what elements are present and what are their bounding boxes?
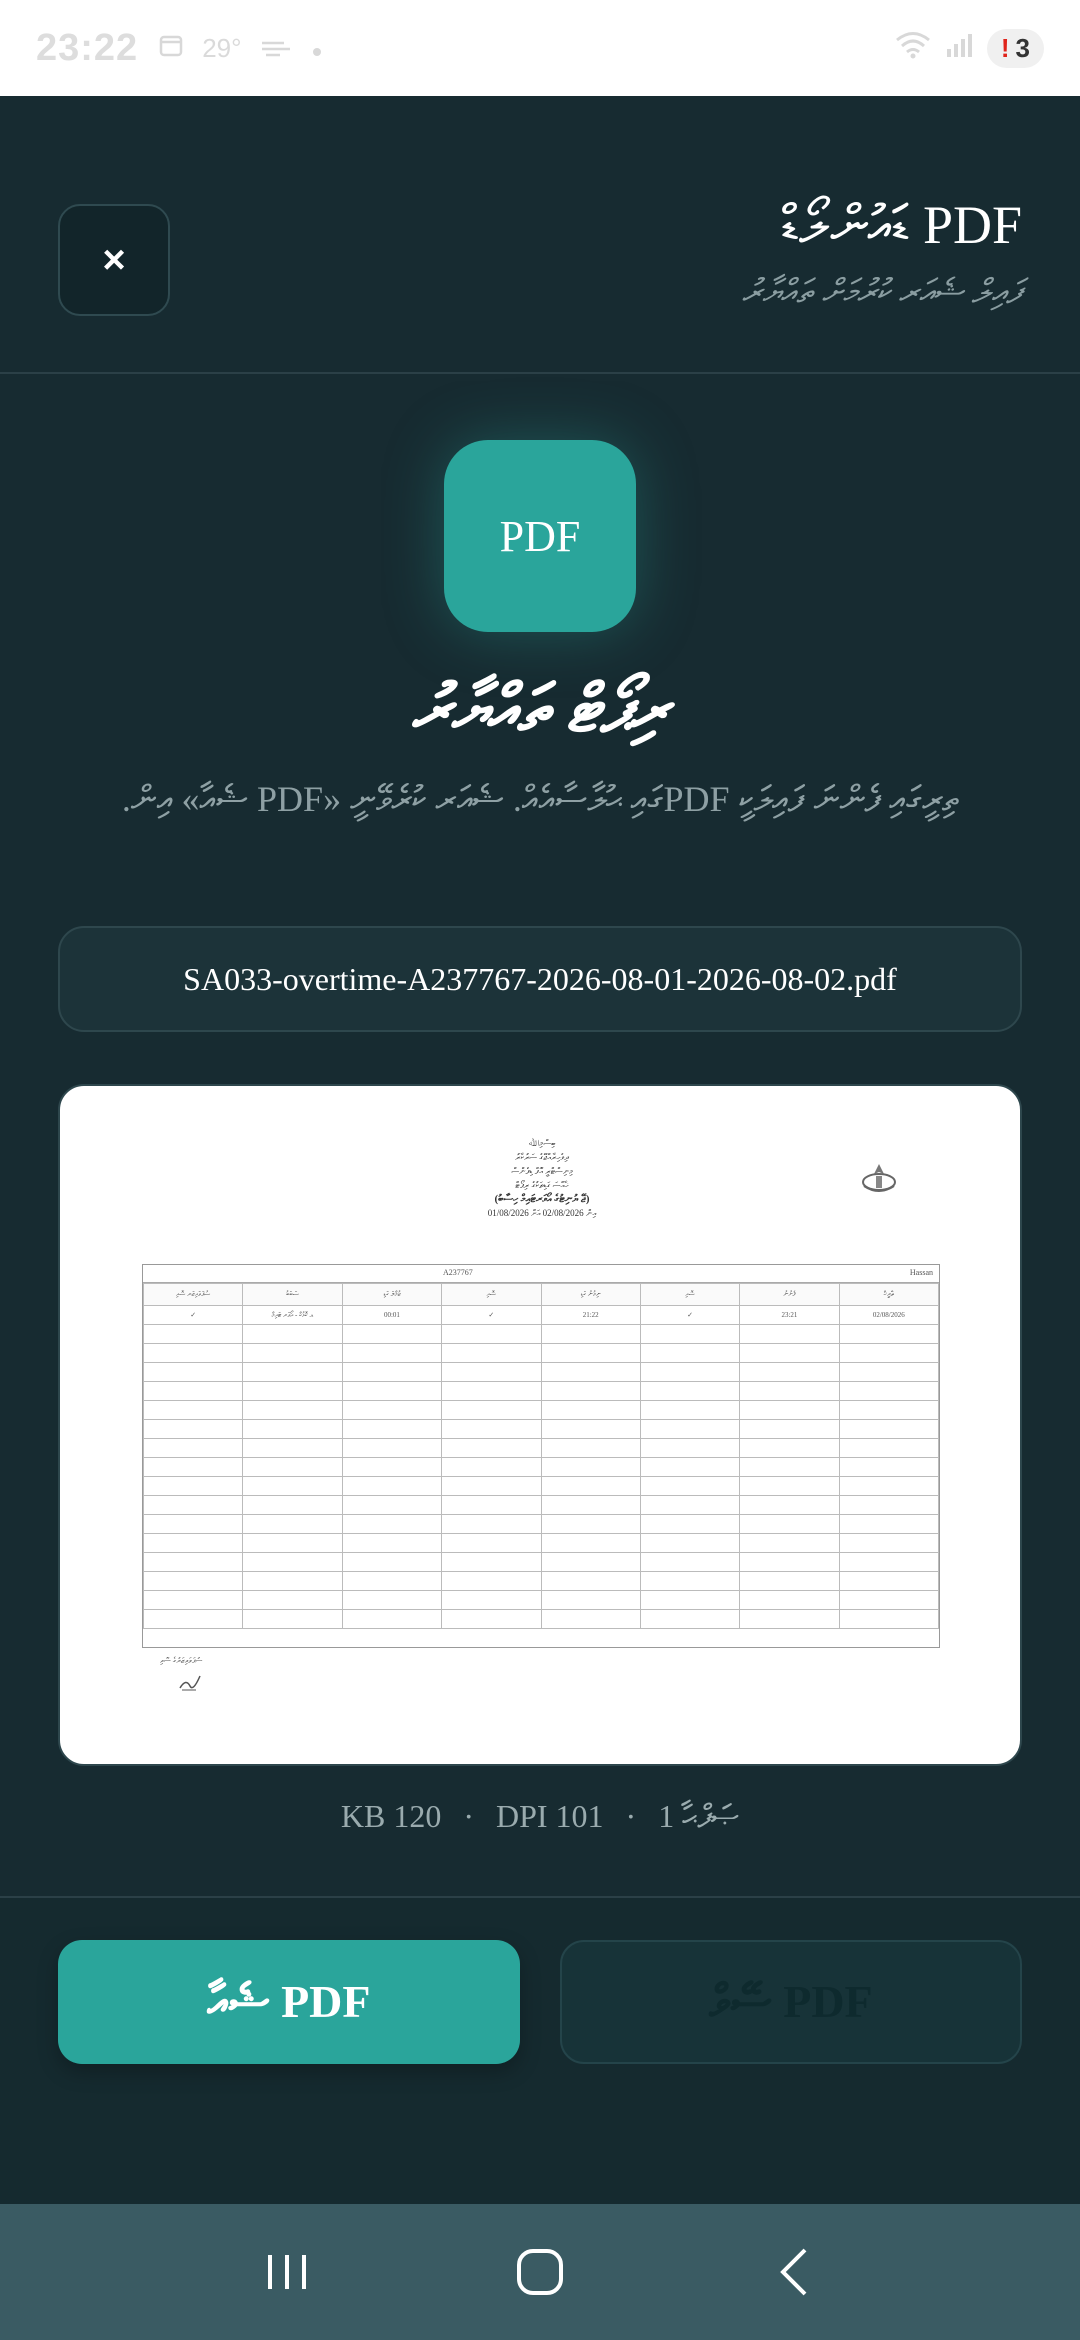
temperature: 29°	[202, 32, 242, 63]
doc-cell	[640, 1363, 739, 1382]
doc-cell	[541, 1515, 640, 1534]
doc-cell	[144, 1325, 243, 1344]
home-icon	[514, 2246, 566, 2298]
doc-cell	[640, 1515, 739, 1534]
pdf-download-modal	[0, 96, 1080, 2204]
ready-description: ތިރީގައި ފެންނަ ފައިލަކީ PDFގައި ޙުލާސާއެއް. ޝެއަރ ކުރެވޭނީ «PDF ޝެއާ» އިން.	[121, 779, 959, 819]
back-icon	[773, 2246, 813, 2298]
doc-sign-label: ސުޕަވައިޒަރުގެ ސޮއި	[160, 1656, 203, 1665]
doc-cell	[839, 1610, 938, 1629]
status-time: 23:22	[36, 26, 139, 69]
save-pdf-button[interactable]	[560, 1940, 1022, 2064]
pdf-file-icon	[444, 440, 636, 632]
doc-cell	[839, 1382, 938, 1401]
doc-cell	[243, 1534, 342, 1553]
doc-table-empty-row	[144, 1534, 939, 1553]
dot-icon	[312, 33, 322, 64]
doc-cell	[144, 1439, 243, 1458]
doc-cell	[144, 1477, 243, 1496]
doc-table-empty-row	[144, 1420, 939, 1439]
doc-cell	[740, 1401, 839, 1420]
doc-cell	[541, 1458, 640, 1477]
doc-table-header	[144, 1284, 939, 1306]
doc-cell	[541, 1344, 640, 1363]
pdf-preview[interactable]	[58, 1084, 1022, 1766]
doc-cell	[541, 1401, 640, 1420]
doc-cell	[740, 1325, 839, 1344]
doc-cell	[144, 1420, 243, 1439]
signal-icon	[945, 31, 973, 66]
doc-col: ސޮއި	[442, 1284, 541, 1306]
doc-cell	[243, 1610, 342, 1629]
doc-cell	[342, 1610, 441, 1629]
doc-cell	[839, 1553, 938, 1572]
doc-cell	[144, 1534, 243, 1553]
doc-cell	[243, 1439, 342, 1458]
doc-table-empty-row	[144, 1382, 939, 1401]
file-name	[58, 926, 1022, 1032]
emblem-icon	[856, 1160, 902, 1198]
doc-cell	[640, 1477, 739, 1496]
doc-cell: ޑ. ކޮޅުކް - އޯވަރ ޓައިމް	[243, 1306, 342, 1325]
doc-table-empty-row	[144, 1496, 939, 1515]
doc-cell	[243, 1515, 342, 1534]
recents-button[interactable]	[237, 2222, 337, 2322]
doc-table-empty-row	[144, 1591, 939, 1610]
doc-line-4: ޚާއްސަ ގަޑިތަކުގެ ރިޕޯޓް	[515, 1180, 569, 1190]
share-pdf-label: PDF ޝެއާ	[207, 1975, 371, 2027]
doc-cell	[541, 1420, 640, 1439]
recents-icon	[262, 2247, 312, 2297]
doc-cell	[640, 1382, 739, 1401]
modal-footer	[0, 1896, 1080, 2204]
doc-cell	[839, 1515, 938, 1534]
status-left-icons	[158, 32, 321, 65]
home-button[interactable]	[490, 2222, 590, 2322]
doc-cell	[442, 1572, 541, 1591]
doc-cell	[342, 1591, 441, 1610]
doc-cell	[442, 1344, 541, 1363]
doc-col: ސުޕަވައިޒަރ ސޮއި	[144, 1284, 243, 1306]
doc-cell	[640, 1610, 739, 1629]
doc-table-row	[144, 1306, 939, 1325]
doc-cell: ✓	[144, 1306, 243, 1325]
notification-count: 3	[1015, 32, 1030, 63]
file-pages: 1 ޞަފްޙާ	[658, 1798, 740, 1834]
doc-cell: ✓	[442, 1306, 541, 1325]
doc-meta-id: A237767	[443, 1268, 473, 1277]
doc-cell	[243, 1420, 342, 1439]
doc-cell	[740, 1591, 839, 1610]
doc-cell	[144, 1591, 243, 1610]
doc-cell	[144, 1363, 243, 1382]
doc-cell	[740, 1572, 839, 1591]
doc-cell	[342, 1534, 441, 1553]
file-name-text: SA033-overtime-A237767-2026-08-01-2026-08-02.pdf	[183, 960, 897, 997]
doc-cell	[740, 1344, 839, 1363]
doc-cell	[740, 1534, 839, 1553]
doc-cell	[243, 1401, 342, 1420]
doc-cell	[839, 1363, 938, 1382]
doc-col: ތާރީޚް	[839, 1284, 938, 1306]
doc-cell	[144, 1382, 243, 1401]
doc-cell: 23:21	[740, 1306, 839, 1325]
doc-cell: ✓	[640, 1306, 739, 1325]
doc-cell	[541, 1496, 640, 1515]
file-meta-info	[0, 1798, 1080, 1836]
doc-cell	[740, 1496, 839, 1515]
doc-cell	[541, 1382, 640, 1401]
doc-cell	[839, 1496, 938, 1515]
signature-icon	[178, 1674, 202, 1699]
close-button[interactable]	[58, 204, 170, 316]
doc-cell	[640, 1420, 739, 1439]
doc-cell	[839, 1572, 938, 1591]
modal-title: PDF ޑައުންލޯޑް	[780, 195, 1022, 255]
doc-cell	[740, 1458, 839, 1477]
notification-badge[interactable]	[987, 29, 1044, 68]
doc-line-6: 01/08/2026 އިން 02/08/2026 އަށް	[487, 1208, 597, 1218]
separator: ·	[625, 1798, 637, 1834]
doc-col: ސޮއި	[640, 1284, 739, 1306]
doc-cell	[740, 1477, 839, 1496]
doc-cell	[839, 1344, 938, 1363]
ready-title: ރިޕޯޓް ތައްޔާރު	[411, 673, 669, 746]
doc-cell	[144, 1496, 243, 1515]
doc-table-empty-row	[144, 1477, 939, 1496]
doc-cell	[640, 1553, 739, 1572]
pdf-badge-label: PDF	[499, 511, 581, 561]
calendar-icon	[158, 32, 184, 65]
doc-table-empty-row	[144, 1439, 939, 1458]
modal-header	[0, 96, 1080, 374]
doc-cell	[243, 1382, 342, 1401]
status-bar	[0, 0, 1080, 96]
doc-cell	[541, 1553, 640, 1572]
doc-cell	[342, 1401, 441, 1420]
doc-cell	[144, 1401, 243, 1420]
doc-cell	[740, 1553, 839, 1572]
doc-cell	[640, 1496, 739, 1515]
separator: ·	[463, 1798, 474, 1834]
doc-col: ފެށުނު	[740, 1284, 839, 1306]
doc-cell	[442, 1458, 541, 1477]
doc-cell	[839, 1325, 938, 1344]
doc-cell	[243, 1458, 342, 1477]
save-pdf-label: PDF ސޭވް	[709, 1975, 873, 2027]
doc-line-2: ދިވެހިރާއްޖޭގެ ސަރުކާރު	[515, 1152, 569, 1162]
doc-cell	[342, 1325, 441, 1344]
doc-cell	[144, 1458, 243, 1477]
doc-cell	[740, 1382, 839, 1401]
doc-cell	[442, 1534, 541, 1553]
doc-cell	[541, 1572, 640, 1591]
doc-table-empty-row	[144, 1553, 939, 1572]
doc-table-empty-row	[144, 1363, 939, 1382]
file-dpi: DPI 101	[495, 1798, 604, 1834]
back-button[interactable]	[743, 2222, 843, 2322]
doc-table-empty-row	[144, 1325, 939, 1344]
modal-subtitle: ފައިލް ޝެއަރ ކުރުމަށް ތައްޔާރު	[741, 274, 1022, 311]
doc-cell: 21:22	[541, 1306, 640, 1325]
doc-cell	[640, 1344, 739, 1363]
doc-cell	[740, 1515, 839, 1534]
doc-cell	[839, 1477, 938, 1496]
doc-table-empty-row	[144, 1515, 939, 1534]
doc-cell	[640, 1401, 739, 1420]
doc-cell	[541, 1591, 640, 1610]
doc-cell	[442, 1610, 541, 1629]
doc-cell	[640, 1591, 739, 1610]
doc-cell	[342, 1363, 441, 1382]
doc-table-empty-row	[144, 1344, 939, 1363]
doc-col: ޖުމްލަ ގަޑި	[342, 1284, 441, 1306]
doc-table	[142, 1264, 940, 1648]
doc-cell	[442, 1439, 541, 1458]
doc-cell	[740, 1363, 839, 1382]
doc-meta-name: Hassan	[909, 1268, 933, 1277]
doc-cell	[640, 1572, 739, 1591]
doc-cell	[640, 1325, 739, 1344]
doc-cell	[442, 1515, 541, 1534]
doc-cell	[243, 1363, 342, 1382]
doc-cell	[342, 1420, 441, 1439]
doc-line-1: ބިސްމިﷲ	[528, 1138, 556, 1148]
doc-cell	[640, 1458, 739, 1477]
doc-cell	[342, 1439, 441, 1458]
doc-cell	[442, 1363, 541, 1382]
doc-cell	[144, 1610, 243, 1629]
doc-cell	[839, 1439, 938, 1458]
doc-col: ސަބަބު	[243, 1284, 342, 1306]
doc-cell	[839, 1401, 938, 1420]
doc-cell	[640, 1439, 739, 1458]
doc-cell	[342, 1553, 441, 1572]
doc-cell	[839, 1420, 938, 1439]
doc-col: ނިމުނު ގަޑި	[541, 1284, 640, 1306]
status-right	[895, 29, 1044, 68]
doc-cell	[243, 1477, 342, 1496]
doc-cell	[839, 1534, 938, 1553]
doc-cell	[442, 1496, 541, 1515]
doc-cell	[243, 1325, 342, 1344]
doc-cell	[541, 1534, 640, 1553]
doc-cell: 00:01	[342, 1306, 441, 1325]
doc-cell	[243, 1496, 342, 1515]
doc-cell	[839, 1458, 938, 1477]
doc-cell	[243, 1572, 342, 1591]
doc-cell	[740, 1610, 839, 1629]
file-size: KB 120	[340, 1798, 442, 1834]
doc-table-meta	[143, 1265, 939, 1283]
doc-table-empty-row	[144, 1401, 939, 1420]
doc-cell	[342, 1496, 441, 1515]
doc-cell	[640, 1534, 739, 1553]
doc-cell	[342, 1572, 441, 1591]
doc-cell	[541, 1325, 640, 1344]
doc-cell	[740, 1439, 839, 1458]
wind-icon	[260, 33, 294, 64]
doc-cell	[541, 1439, 640, 1458]
doc-cell	[442, 1591, 541, 1610]
doc-cell	[839, 1591, 938, 1610]
close-icon: ×	[102, 237, 126, 282]
doc-cell	[144, 1344, 243, 1363]
doc-cell	[342, 1344, 441, 1363]
doc-cell: 02/08/2026	[839, 1306, 938, 1325]
doc-cell	[243, 1553, 342, 1572]
doc-cell	[442, 1382, 541, 1401]
alert-icon: !	[1000, 32, 1010, 63]
doc-line-3: މިނިސްޓްރީ އޮފް ޑިފެންސް	[511, 1166, 573, 1176]
doc-cell	[541, 1363, 640, 1382]
doc-cell	[541, 1610, 640, 1629]
doc-cell	[442, 1325, 541, 1344]
doc-cell	[243, 1591, 342, 1610]
doc-cell	[442, 1401, 541, 1420]
doc-cell	[342, 1515, 441, 1534]
doc-cell	[541, 1477, 640, 1496]
doc-line-5: (ޖޭ ޔުނިޓުގެ އޯވަރޓައިމް ހިސާބު)	[494, 1193, 590, 1205]
doc-cell	[144, 1572, 243, 1591]
doc-cell	[342, 1477, 441, 1496]
wifi-icon	[895, 31, 931, 66]
doc-table-empty-row	[144, 1610, 939, 1629]
doc-cell	[740, 1420, 839, 1439]
doc-table-empty-row	[144, 1572, 939, 1591]
doc-cell	[442, 1420, 541, 1439]
doc-cell	[442, 1477, 541, 1496]
doc-cell	[144, 1553, 243, 1572]
doc-cell	[243, 1344, 342, 1363]
doc-table-empty-row	[144, 1458, 939, 1477]
doc-cell	[442, 1553, 541, 1572]
system-nav-bar	[0, 2204, 1080, 2340]
doc-cell	[144, 1515, 243, 1534]
doc-cell	[342, 1458, 441, 1477]
doc-cell	[342, 1382, 441, 1401]
share-pdf-button[interactable]	[58, 1940, 520, 2064]
